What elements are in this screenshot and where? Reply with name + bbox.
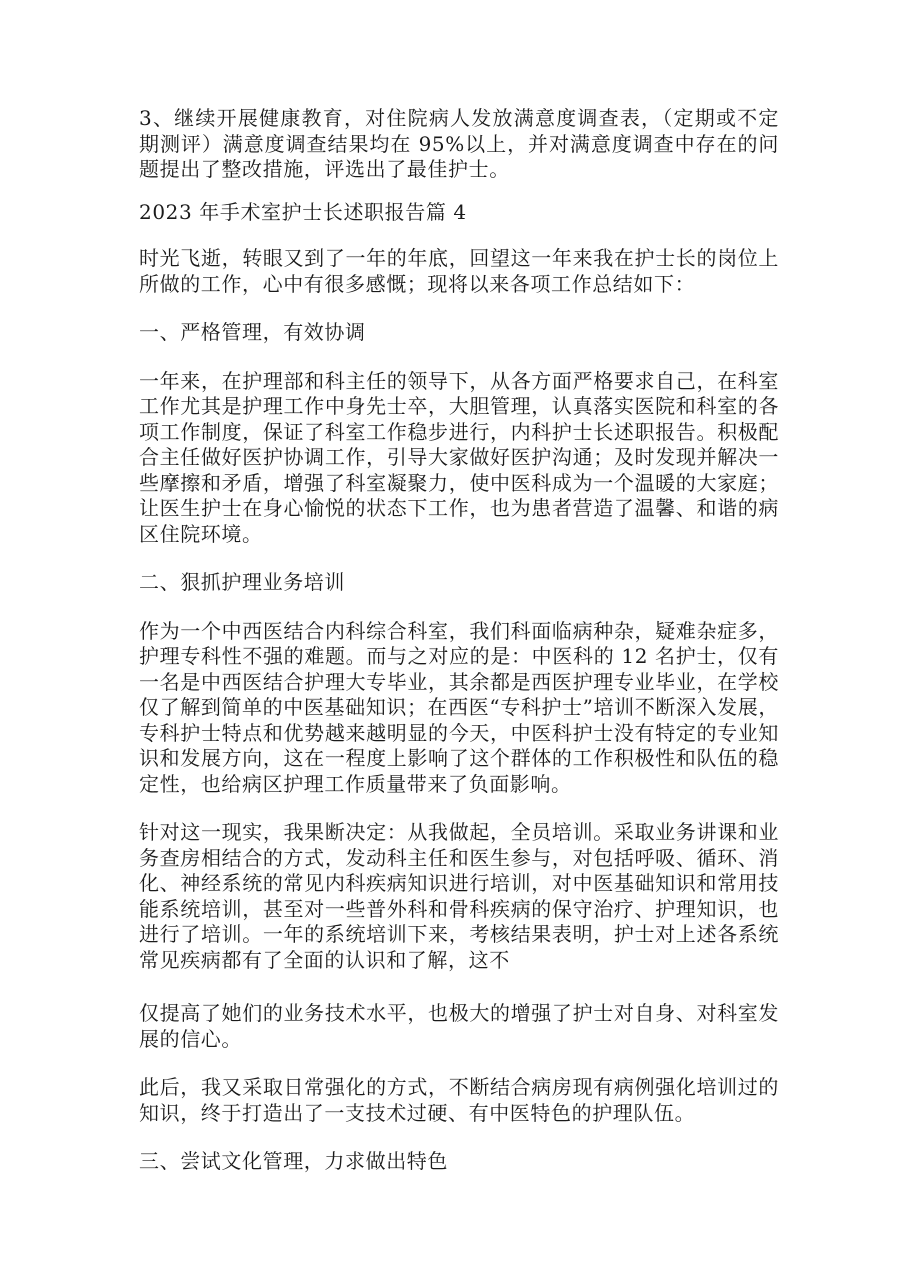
training-paragraph-1: 作为一个中西医结合内科综合科室，我们科面临病种杂，疑难杂症多，护理专科性不强的难题。而与之对应的是：中医科的 12 名护士，仅有一名是中西医结合护理大专毕业，其余都是西医护理专业毕业，在学校仅了解到简单的中医基础知识；在西医“专科护士”培训不断深入发展，专科护士特点和优势越来越明显的今天，中医科护士没有特定的专业知识和发展方向，这在一程度上影响了这个群体的工作积极性和队伍的稳定性，也给病区护理工作质量带来了负面影响。 xyxy=(139,618,779,796)
document-body xyxy=(139,106,779,1175)
section-heading-2: 二、狠抓护理业务培训 xyxy=(139,570,345,594)
training-paragraph-2: 针对这一现实，我果断决定：从我做起，全员培训。采取业务讲课和业务查房相结合的方式，发动科主任和医生参与，对包括呼吸、循环、消化、神经系统的常见内科疾病知识进行培训，对中医基础知识和常用技能系统培训，甚至对一些普外科和骨科疾病的保守治疗、护理知识，也进行了培训。一年的系统培训下来，考核结果表明，护士对上述各系统常见疾病都有了全面的认识和了解，这不 xyxy=(139,820,779,972)
report-title: 2023 年手术室护士长述职报告篇 4 xyxy=(139,199,467,224)
paragraph-item-3: 3、继续开展健康教育，对住院病人发放满意度调查表，（定期或不定期测评）满意度调查结果均在 95%以上，并对满意度调查中存在的问题提出了整改措施，评选出了最佳护士。 xyxy=(139,106,779,181)
training-paragraph-continuation: 仅提高了她们的业务技术水平，也极大的增强了护士对自身、对科室发展的信心。 xyxy=(139,1001,779,1051)
section-heading-1: 一、严格管理，有效协调 xyxy=(139,320,366,344)
section-heading-3: 三、尝试文化管理，力求做出特色 xyxy=(139,1149,448,1173)
management-paragraph: 一年来，在护理部和科主任的领导下，从各方面严格要求自己，在科室工作尤其是护理工作中身先士卒，大胆管理，认真落实医院和科室的各项工作制度，保证了科室工作稳步进行，内科护士长述职报告。积极配合主任做好医护协调工作，引导大家做好医护沟通；及时发现并解决一些摩擦和矛盾，增强了科室凝聚力，使中医科成为一个温暖的大家庭；让医生护士在身心愉悦的状态下工作，也为患者营造了温馨、和谐的病区住院环境。 xyxy=(139,368,779,546)
intro-paragraph: 时光飞逝，转眼又到了一年的年底，回望这一年来我在护士长的岗位上所做的工作，心中有很多感慨；现将以来各项工作总结如下： xyxy=(139,246,779,296)
training-paragraph-3: 此后，我又采取日常强化的方式，不断结合病房现有病例强化培训过的知识，终于打造出了一支技术过硬、有中医特色的护理队伍。 xyxy=(139,1075,779,1125)
